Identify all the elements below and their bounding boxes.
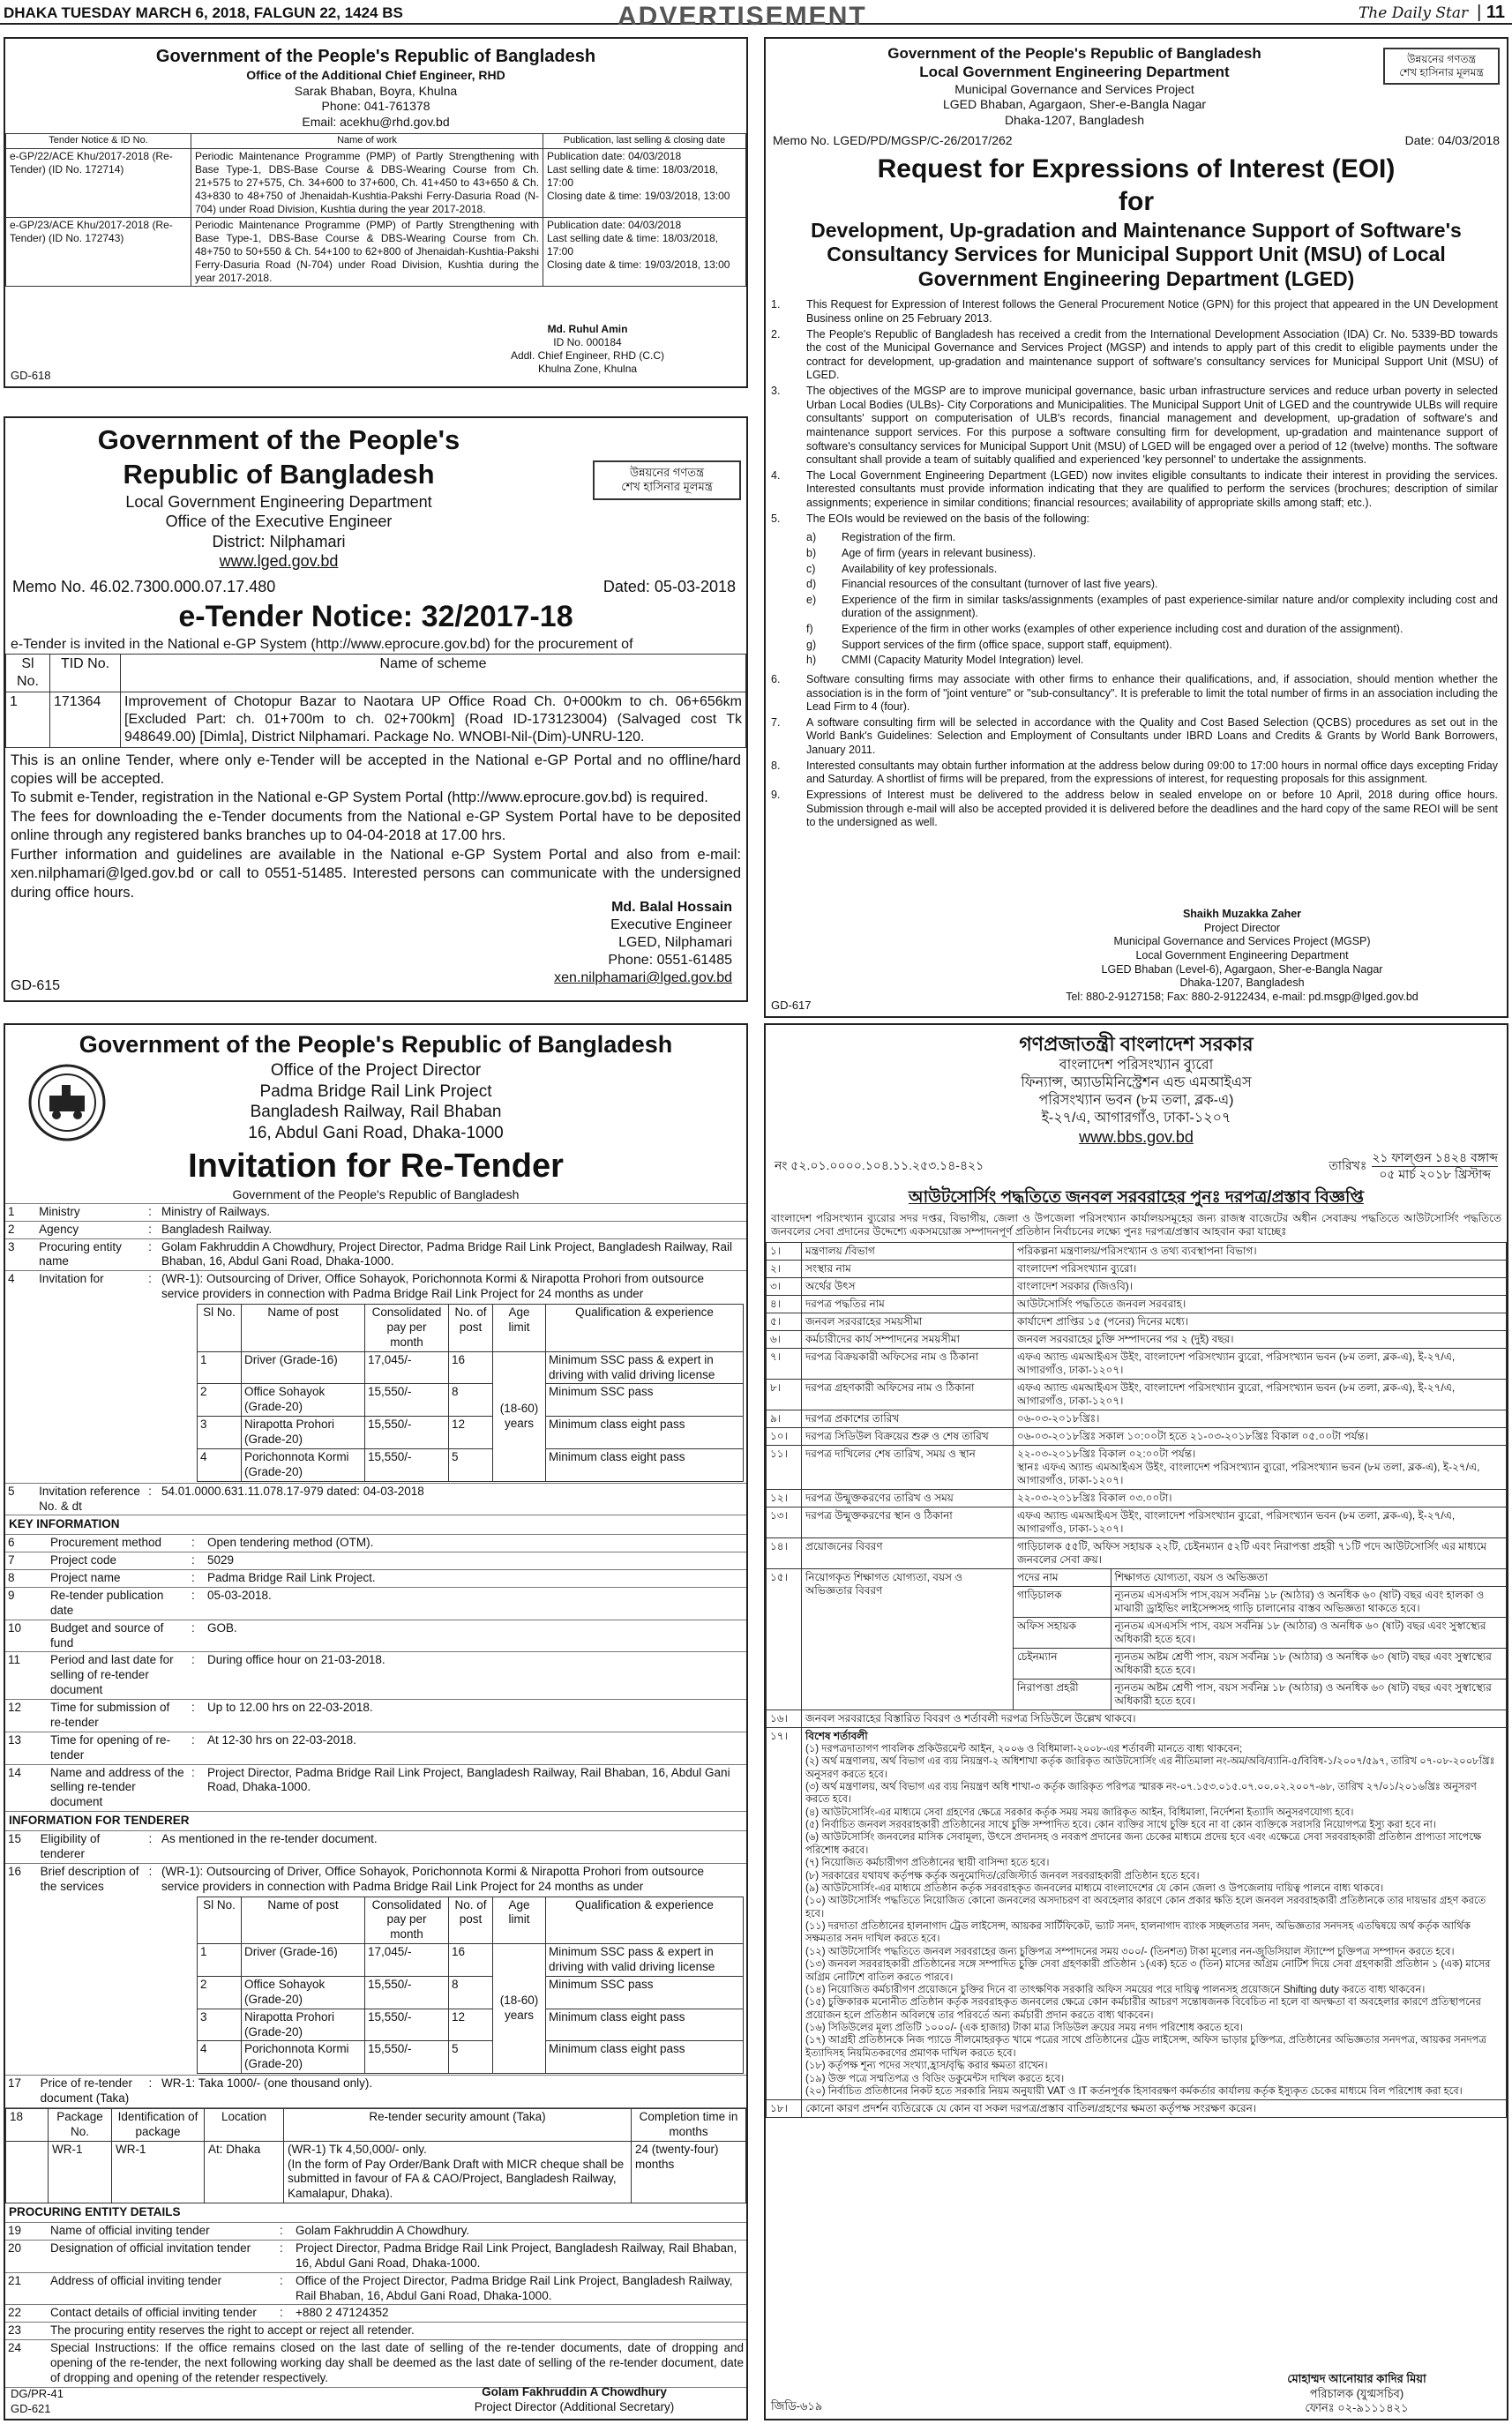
ad4-sig-name: Golam Fakhruddin A Chowdhury (482, 2385, 667, 2399)
ad2-sig-phone: Phone: 0551-61485 (608, 953, 732, 968)
ad-padma-rail-retender (4, 1023, 748, 2420)
table-row: ১৩। দরপত্র উন্মুক্তকরণের স্থান ও ঠিকানা এফএ অ্যান্ড এমআইএস উইং, বাংলাদেশ পরিসংখ্যান ব্যুরো, পরিসংখ্যান ভবন (৮ম তলা, ব্লক-এ), ই-২৭/এ, আগারগাঁও, ঢাকা-১২০৭। (767, 1507, 1507, 1537)
ad2-sig-name: Md. Balal Hossain (611, 900, 732, 915)
table-row (6, 692, 746, 747)
table-row: 16 Brief description of the services : (WR-1): Outsourcing of Driver, Office Sohayok, Porichonnota Kormi & Nirapotta Prohori from outsource service providers in connection with Padma Bridge Rail Link Project for 24 months as under Sl No. Name of post Consolidated pay per month No. of post Age limit Qualification & experience 1 Driver (Grade-16) 17,045/- 16 (18-60) years Minimum SSC pass & expert in driving with valid driving license 2 Office Sohayok (Grade-20) 15,550/- 8 Minimum SSC pass 3 Nirapotta Prohori (Grade-20) 15,550/- 12 Minimum class eight pass 4 Porichonnota Kormi (Grade-20) 15,550/- 5 Minimum class eight pass (5, 1863, 746, 2075)
ad4-age-limit: (18-60) years (493, 1351, 546, 1481)
list-item: (১) দরপত্রদাতাগণ পাবলিক প্রকিউরমেন্ট আইন, ২০০৬ ও বিধিমালা-২০০৮-এর শর্তাবলী মানতে বাধ্য থাকবেন; (805, 1743, 1243, 1754)
ad2-memo: Memo No. 46.02.7300.000.07.17.480 (12, 577, 276, 595)
ad2-code: GD-615 (11, 978, 61, 993)
ad2-th: Name of scheme (121, 654, 746, 692)
table-row: ৮। দরপত্র গ্রহণকারী অফিসের নাম ও ঠিকানা এফএ অ্যান্ড এমআইএস উইং, বাংলাদেশ পরিসংখ্যান ব্যুরো, পরিসংখ্যান ভবন (৮ম তলা, ব্লক-এ), ই-২৭/এ, আগারগাঁও, ঢাকা-১২০৭। (767, 1379, 1507, 1410)
list-item: 9. Expressions of Interest must be delivered to the address below in sealed envelope on or before 10 April, 2018 during office hours. Submission through e-mail will also be accepted provided it is delivered before the deadlines and the hard copy of the same REOI will be sent to the undersigned as well. (771, 788, 1498, 829)
table-row: 2 Office Sohayok (Grade-20) 15,550/- 8 Minimum SSC pass (198, 1384, 744, 1417)
list-item: 4. The Local Government Engineering Department (LGED) now invites eligible consultants to indicate their interest in providing the services. Interested consultants must provide information indicating that they are qualified to perform the services (brochures; description of similar assignments; experience in similar conditions; financial resources; availability of appropriate skills among staff; etc.). (771, 468, 1498, 510)
table-row: 3 Procuring entity name : Golam Fakhruddin A Chowdhury, Project Director, Padma Bridge Rail Link Project, Bangladesh Railway, Rail Bhaban, 16, Abdul Gani Road, Dhaka-1000. (5, 1238, 746, 1271)
ad3-memo: Memo No. LGED/PD/MGSP/C-26/2017/262 (773, 133, 1013, 147)
ad5-title: গণপ্রজাতন্ত্রী বাংলাদেশ সরকার (1019, 1033, 1254, 1055)
ad3-code: GD-617 (771, 998, 812, 1012)
table-row: ২। সংস্থার নাম বাংলাদেশ পরিসংখ্যান ব্যুরো। (767, 1260, 1507, 1277)
ad2-sig-office: LGED, Nilphamari (618, 935, 732, 950)
list-item: b) Age of firm (years in relevant business). (806, 546, 1037, 559)
ad-lged-nilphamari (4, 416, 748, 1002)
ad3-stamp-line: শেখ হাসিনার মূলমন্ত্র (1399, 66, 1484, 79)
ad1-sig-title: Addl. Chief Engineer, RHD (C.C) (510, 349, 665, 362)
ad2-para: The fees for downloading the e-Tender documents from the National e-GP System Portal have to be deposited online through any registered banks branches up to 04-04-2018 at 17.00 hrs. (11, 808, 741, 844)
ad5-code: জিডি-৬১৯ (771, 2398, 823, 2413)
ad5-l3: পরিসংখ্যান ভবন (৮ম তলা, ব্লক-এ) (1038, 1092, 1234, 1108)
list-item: h) CMMI (Capacity Maturity Model Integration) level. (806, 654, 1084, 667)
ad1-col-work: Name of work (191, 134, 543, 149)
ad5-date-bangla: ২১ ফাল্গুন ১৪২৪ বঙ্গাব্দ (1372, 1150, 1498, 1167)
list-item: 1. This Request for Expression of Interest follows the General Procurement Notice (GPN) for this project that appeared in the UN Development Business online on 25 February 2013. (771, 298, 1498, 325)
table-row: ১৮। কোনো কারণ প্রদর্শন ব্যতিরেকে যে কোন বা সকল দরপত্র/প্রস্তাব বাতিল/গ্রহণের ক্ষমতা কর্তৃপক্ষ সংরক্ষণ করেন। (767, 2100, 1507, 2118)
ad3-heading3: Development, Up-gradation and Maintenance Support of Software's Consultancy Services for Municipal Support Unit (MSU) of Local Government Engineering Department (LGED) (811, 218, 1462, 290)
newspaper-logo: The Daily Star (1358, 4, 1469, 22)
list-item: f) Experience of the firm in other works (examples of other experience including cost and duration of the assignment). (806, 623, 1403, 636)
ad5-qual-table: পদের নাম শিক্ষাগত যোগ্যতা, বয়স ও অভিজ্ঞতা গাড়িচালক ন্যূনতম এসএসসি পাস,বয়স সর্বনিম্ন ১৮ (আঠার) ও অনধিক ৬০ (ষাট) বছর এবং হালকা ও মাঝারী ড্রাইভিং লাইসেন্সসহ গাড়ি চালানোর বাস্তব অভিজ্ঞতা থাকতে হবে। অফিস সহায়ক ন্যূনতম এসএসসি পাস, বয়স সর্বনিম্ন ১৮ (আঠার) ও অনধিক ৬০ (ষাট) বছর এবং সুস্বাস্থ্যের অধিকারী হতে হবে। চেইনম্যান ন্যূনতম অষ্টম শ্রেণী পাস, বয়স সর্বনিম্ন ১৮ (আঠার) ও অনধিক ৬০ (ষাট) বছর এবং সুস্বাস্থ্যের অধিকারী হতে হবে। নিরাপত্তা প্রহরী ন্যূনতম অষ্টম শ্রেণী পাস, বয়স সর্বনিম্ন ১৮ (আঠার) ও অনধিক ৬০ (ষাট) বছর এবং সুস্বাস্থ্যের অধিকারী হতে হবে। (1014, 1569, 1506, 1710)
ad4-table-info (5, 1831, 746, 2108)
ad-rhd-khulna (4, 37, 748, 388)
ad2-sig-email[interactable]: xen.nilphamari@lged.gov.bd (554, 970, 732, 985)
list-item: d) Financial resources of the consultant (turnover of last five years). (806, 578, 1158, 591)
section-title: ADVERTISEMENT (618, 2, 867, 31)
table-row (6, 217, 746, 286)
table-row: 1 Driver (Grade-16) 17,045/- 16 (18-60) years Minimum SSC pass & expert in driving with valid driving license (198, 1351, 744, 1384)
ad1-title: Government of the People's Republic of Bangladesh (155, 47, 596, 66)
ad4-code1: DG/PR-41 (11, 2386, 64, 2400)
table-row: চেইনম্যান ন্যূনতম অষ্টম শ্রেণী পাস, বয়স সর্বনিম্ন ১৮ (আঠার) ও অনধিক ৬০ (ষাট) বছর এবং সুস্বাস্থ্যের অধিকারী হতে হবে। (1014, 1648, 1506, 1679)
ad5-web-link[interactable]: www.bbs.gov.bd (1079, 1127, 1194, 1146)
ad2-title1: Government of the People's (97, 424, 460, 455)
list-item: (১৯) উক্ত পত্রে সম্মতিপত্র ও বিডিং ডকুমেন্টস দাখিল করতে হবে। (805, 2073, 1065, 2084)
ad1-sig-id: ID No. 000184 (553, 336, 622, 348)
ad4-l4: 16, Abdul Gani Road, Dhaka-1000 (248, 1124, 504, 1142)
ad2-title2: Republic of Bangladesh (123, 458, 435, 490)
table-row: 6 Procurement method : Open tendering method (OTM). (5, 1535, 746, 1552)
list-item: (৬) আউটসোর্সিং জনবলের মাসিক সেবামূল্য, উৎসে প্রদানসহ ও নবরূপ প্রদানের জন্য চেকের মাধ্যমে প্রদেয় হবে এবং এক্ষেত্রে সেবা সরবরাহকারী প্রতিষ্ঠান প্রাপ্যতা সাপেক্ষে পরিশোধ করবে। (805, 1832, 1482, 1856)
ad2-notice-title: e-Tender Notice: 32/2017-18 (178, 600, 573, 633)
list-item: (১৭) আগ্রহী প্রতিষ্ঠানকে নিজ প্যাডে সীলমোহরকৃত খামে পত্রের সাথে প্রতিষ্ঠানের ট্রেড লাইসেন্স, অফিস ভাড়ার চুক্তিপত্র, প্রতিষ্ঠানের অভিজ্ঞতার সনদপত্র, আয়কর সনদপত্র ইত্যাদিসহ নিয়মিতকরণের প্রমাণক দাখিল করতে হবে। (805, 2035, 1486, 2059)
ad2-district: District: Nilphamari (212, 532, 346, 550)
ad1-sig-name: Md. Ruhul Amin (547, 323, 628, 335)
table-row: 3 Nirapotta Prohori (Grade-20) 15,550/- 12 Minimum class eight pass (198, 1417, 744, 1449)
ad4-security-table: 18 Package No. Identification of package Location Re-tender security amount (Taka) Completion time in months WR-1 WR-1 At: Dhaka (WR-1) Tk 4,50,000/- only. (In the form of Pay Order/Bank Draft with MICR cheque shall be submitted in favour of FA & CAO/Project, Bangladesh Railway, Kamalapur, Dhaka). 24 (twenty-four) months (5, 2108, 746, 2203)
ad2-para: Further information and guidelines are available in the National e-GP System Portal and also from e-mail: xen.nilphamari@lged.gov.bd or call to 0551-51485. Interested persons can communicate with the undersigned during office hours. (11, 846, 741, 901)
ad4-posts-table-2: Sl No. Name of post Consolidated pay per month No. of post Age limit Qualification & experience 1 Driver (Grade-16) 17,045/- 16 (18-60) years Minimum SSC pass & expert in driving with valid driving license 2 Office Sohayok (Grade-20) 15,550/- 8 Minimum SSC pass 3 Nirapotta Prohori (Grade-20) 15,550/- 12 Minimum class eight pass 4 Porichonnota Kormi (Grade-20) 15,550/- 5 Minimum class eight pass (197, 1897, 744, 2075)
ad3-project: Municipal Governance and Services Project (954, 81, 1194, 96)
ad3-signature (995, 908, 1489, 1004)
ad1-signature (482, 323, 693, 376)
table-row (6, 148, 746, 217)
table-row: 3 Nirapotta Prohori (Grade-20) 15,550/- 12 Minimum class eight pass (198, 2009, 744, 2041)
ad1-email: Email: acekhu@rhd.gov.bd (302, 114, 450, 129)
ad4-heading: Invitation for Re-Tender (188, 1147, 564, 1185)
ad4-section-key: KEY INFORMATION (5, 1515, 746, 1535)
list-item: (১৪) নিয়োজিত কর্মচারীগণ প্রয়োজনে চুক্তির দিনে বা তাৎক্ষণিক সরকারি অফিস সময়ের পরে দায়িত্ব পালনসহ প্রয়োজনে Shifting duty করতে বাধ্য থাকবেন। (805, 1984, 1426, 1995)
ad2-office: Office of the Executive Engineer (165, 512, 393, 530)
ad3-sig-line: Municipal Governance and Services Project (MGSP) (1113, 935, 1371, 948)
ad2-para: This is an online Tender, where only e-Tender will be accepted in the National e-GP Portal and no offline/hard copies will be accepted. (11, 752, 741, 787)
ad3-dept: Local Government Engineering Department (919, 64, 1230, 81)
table-row: 14 Name and address of the selling re-tender document : Project Director, Padma Bridge Rail Link Project, Bangladesh Railway, Rail Bhaban, 16, Abdul Gani Road, Dhaka-1000. (5, 1764, 746, 1812)
table-row: ১৬। জনবল সরবরাহের বিস্তারিত বিবরণ ও শর্তাবলী দরপত্র সিডিউলে উল্লেখ থাকবে। (767, 1710, 1507, 1727)
list-item: (৩) অর্থ মন্ত্রণালয়, অর্থ বিভাগ এর ব্যয় নিয়ন্ত্রণ অধি শাখা-৩ কর্তৃক জারিকৃত পরিপত্র স্মারক নং-০৭.১৫৩.০১৫.০৭.০০.০২.২০০৭-৬৮, তারিখ ২৭/০১/২০১৬খ্রিঃ অনুসরণ করতে হবে। (805, 1781, 1477, 1806)
table-row: 17 Price of re-tender document (Taka) : WR-1: Taka 1000/- (one thousand only). (5, 2076, 746, 2108)
ad4-signature (429, 2385, 720, 2415)
ad4-table-c (5, 2223, 746, 2388)
list-item: (১৮) কর্তৃপক্ষ শূন্য পদের সংখ্যা,হ্রাস/বৃদ্ধি করার ক্ষমতা রাখেন। (805, 2061, 1048, 2072)
ad2-cell: 1 (6, 692, 50, 747)
table-row: 22 Contact details of official inviting tender : +880 2 47124352 (5, 2305, 746, 2323)
ad5-conditions-label: বিশেষ শর্তাবলী (805, 1729, 868, 1742)
ad1-cell: e-GP/22/ACE Khu/2017-2018 (Re-Tender) (ID No. 172714) (6, 148, 191, 217)
ad1-cell: Publication date: 04/03/2018 Last selling date & time: 18/03/2018, 17:00 Closing date & time: 19/03/2018, 13:00 (543, 217, 746, 286)
ad5-l4: ই-২৭/এ, আগারগাঁও, ঢাকা-১২০৭ (1041, 1110, 1231, 1126)
table-row: 4 Porichonnota Kormi (Grade-20) 15,550/- 5 Minimum class eight pass (198, 1448, 744, 1481)
ad2-para: To submit e-Tender, registration in the National e-GP System Portal (http://www.eprocure.gov.bd) is required. (11, 789, 708, 806)
list-item: (২০) নির্বাচিত প্রতিষ্ঠানের নিকট হতে সরকারি নিয়ম অনুযায়ী VAT ও IT কর্তনপূর্বক হিসাবরক্ষণ কর্মকর্তার কার্যালয় কর্তৃক ইস্যুকৃত চেকের মাধ্যমে বিল পরিশোধ করা হবে। (805, 2085, 1463, 2097)
table-row: 21 Address of official inviting tender : Office of the Project Director, Padma Bridge Rail Link Project, Bangladesh Railway, Rail Bhaban, 16, Abdul Gani Road, Dhaka-1000. (5, 2272, 746, 2305)
ad2-slogan-stamp (593, 460, 741, 500)
table-row: 15 Eligibility of tenderer : As mentioned in the re-tender document. (5, 1831, 746, 1863)
list-item: g) Support services of the firm (office space, support staff, equipment). (806, 638, 1172, 651)
ad1-code: GD-618 (11, 368, 51, 382)
table-row: 10 Budget and source of fund : GOB. (5, 1620, 746, 1652)
ad4-invitation-text: (WR-1): Outsourcing of Driver, Office Sohayok, Porichonnota Kormi & Nirapotta Prohori from outsource service providers in connection with Padma Bridge Rail Link Project for 24 months as under (161, 1272, 704, 1301)
ad5-sig-name: মোহাম্মদ আনোয়ার কাদির মিয়া (1287, 2372, 1426, 2386)
table-row: ১৭। বিশেষ শর্তাবলী (১) দরপত্রদাতাগণ পাবলিক প্রকিউরমেন্ট আইন, ২০০৬ ও বিধিমালা-২০০৮-এর শর্তাবলী মানতে বাধ্য থাকবেন; (২) অর্থ মন্ত্রণালয়, অর্থ বিভাগ এর ব্যয় নিয়ন্ত্রণ-২ অধিশাখা কর্তৃক জারিকৃত আউটসোর্সিং এর নীতিমালা নং-অম/অবি/ব্যানি-৫/বিবিধ-১/২০০৭/৫৯৭, তারিখ ০৭-০৮-২০০৮খ্রিঃ অনুসরণ করতে হবে। (৩) অর্থ মন্ত্রণালয়, অর্থ বিভাগ এর ব্যয় নিয়ন্ত্রণ অধি শাখা-৩ কর্তৃক জারিকৃত পরিপত্র স্মারক নং-০৭.১৫৩.০১৫.০৭.০০.০২.২০০৭-৬৮, তারিখ ২৭/০১/২০১৬খ্রিঃ অনুসরণ করতে হবে। (৪) আউটসোর্সিং-এর মাধ্যমে সেবা গ্রহণের ক্ষেত্রে সরকার কর্তৃক সময় সময় জারিকৃত আইন, বিধিমালা, নির্দেশনা ইত্যাদি অনুসরণযোগ্য হবে। (৫) নির্বাচিত জনবল সরবরাহকারী প্রতিষ্ঠানের সাথে চুক্তি সম্পাদিত হবে। কোন ব্যক্তির সাথে চুক্তি হবে না বা কোন ব্যক্তিকে সরাসরি নিয়োগপত্র ইস্যু করা হবে না। (৬) আউটসোর্সিং জনবলের মাসিক সেবামূল্য, উৎসে প্রদানসহ ও নবরূপ প্রদানের জন্য চেকের মাধ্যমে প্রদেয় হবে এবং এক্ষেত্রে সেবা সরবরাহকারী প্রতিষ্ঠান প্রাপ্যতা সাপেক্ষে পরিশোধ করবে। (৭) নিয়োজিত কর্মচারীগণ প্রতিষ্ঠানের স্থায়ী বাসিন্দা হতে হবে। (৮) সরকারের যথাযথ কর্তৃপক্ষ কর্তৃক অনুমোদিত/রেজিস্টার্ড জনবল সরবরাহকারী প্রতিষ্ঠান হতে হবে। (৯) আউটসোর্সিং-এর মাধ্যমে প্রতিষ্ঠান কর্তৃক সরবরাহকৃত জনবলের মাধ্যমে বাংলাদেশের যে কোন জেলা ও উপজেলায় দায়িত্ব পালনে বাধ্য থাকবে। (১০) আউটসোর্সিং পদ্ধতিতে নিয়োজিত কোনো জনবলের অসদাচরণ বা অবহেলার কারণে কোন প্রকার ক্ষতি হলে জনবল সরবরাহকারী প্রতিষ্ঠানকে তার দায়ভার গ্রহণ করতে হবে। (১১) দরদাতা প্রতিষ্ঠানের হালনাগাদ ট্রেড লাইসেন্স, আয়কর সার্টিফিকেট, ভ্যাট সনদ, হালনাগাদ ব্যাংক সচ্ছলতার সনদ, অভিজ্ঞতার সনদসহ এতদ্বিষয়ে অর্থ কর্তৃক আর্থিক সক্ষমতার সনদ দাখিল করতে হবে। (১২) আউটসোর্সিং পদ্ধতিতে জনবল সরবরাহের জন্য চুক্তিপত্র সম্পাদনের সময় ৩০০/- (তিনশত) টাকা মূল্যের নন-জুডিসিয়াল স্ট্যাম্পে চুক্তিপত্র সম্পাদন করতে হবে। (১৩) জনবল সরবরাহকারী প্রতিষ্ঠানের সঙ্গে সম্পাদিত চুক্তি সেবা গ্রহণকারী প্রতিষ্ঠান ১(এক) হতে ৩ (তিন) মাসের অগ্রিম নোটিশ দিয়ে সেবা গ্রহণকারী প্রতিষ্ঠান ১ (এক) মাসের অগ্রিম নোটিশে বাতিল করতে পারবে। (১৪) নিয়োজিত কর্মচারীগণ প্রয়োজনে চুক্তির দিনে বা তাৎক্ষণিক সরকারি অফিস সময়ের পরে দায়িত্ব পালনসহ প্রয়োজনে Shifting duty করতে বাধ্য থাকবেন। (১৫) চুক্তিকারক মনোনীত প্রতিষ্ঠান কর্তৃক সরবরাহকৃত জনবলের ক্ষেত্রে কোন কর্মচারীর আচরণ সন্তোষজনক বিবেচিত না হলে বা অদক্ষতা বা অবহেলার কারণে প্রতিস্থাপনের প্রয়োজন হলে প্রতিষ্ঠান অবিলম্বে তার পরিবর্তে অন্য কর্মচারী প্রদান করতে বাধ্য থাকবেন। (১৬) সিডিউলের মূল্য প্রতিটি ১০০০/- (এক হাজার) টাকা মাত্র সিডিউল ক্রয়ের সময় নগদ পরিশোধ করতে হবে। (১৭) আগ্রহী প্রতিষ্ঠানকে নিজ প্যাডে সীলমোহরকৃত খামে পত্রের সাথে প্রতিষ্ঠানের ট্রেড লাইসেন্স, অফিস ভাড়ার চুক্তিপত্র, প্রতিষ্ঠানের অভিজ্ঞতার সনদপত্র, আয়কর সনদপত্র ইত্যাদিসহ নিয়মিতকরণের প্রমাণক দাখিল করতে হবে। (১৮) কর্তৃপক্ষ শূন্য পদের সংখ্যা,হ্রাস/বৃদ্ধি করার ক্ষমতা রাখেন। (১৯) উক্ত পত্রে সম্মতিপত্র ও বিডিং ডকুমেন্টস দাখিল করতে হবে। (২০) নির্বাচিত প্রতিষ্ঠানের নিকট হতে সরকারি নিয়ম অনুযায়ী VAT ও IT কর্তনপূর্বক হিসাবরক্ষণ কর্মকর্তার কার্যালয় কর্তৃক ইস্যুকৃত চেকের মাধ্যমে বিল পরিশোধ করা হবে। (767, 1727, 1507, 2100)
table-row: ১২। দরপত্র উন্মুক্তকরণের তারিখ ও সময় ২২-০৩-২০১৮খ্রিঃ বিকাল ০৩.০০টা। (767, 1489, 1507, 1507)
table-row: ৭। দরপত্র বিক্রয়কারী অফিসের নাম ও ঠিকানা এফএ অ্যান্ড এমআইএস উইং, বাংলাদেশ পরিসংখ্যান ব্যুরো, পরিসংখ্যান ভবন (৮ম তলা, ব্লক-এ), ই-২৭/এ, আগারগাঁও, ঢাকা-১২০৭। (767, 1348, 1507, 1379)
ad4-code2: GD-621 (11, 2401, 51, 2415)
list-item: (১৬) সিডিউলের মূল্য প্রতিটি ১০০০/- (এক হাজার) টাকা মাত্র সিডিউল ক্রয়ের সময় নগদ পরিশোধ করতে হবে। (805, 2023, 1243, 2033)
table-row: নিরাপত্তা প্রহরী ন্যূনতম অষ্টম শ্রেণী পাস, বয়স সর্বনিম্ন ১৮ (আঠার) ও অনধিক ৬০ (ষাট) বছর এবং সুস্বাস্থ্যের অধিকারী হতে হবে। (1014, 1679, 1506, 1710)
ad2-cell: 171364 (50, 692, 121, 747)
ad5-conditions (805, 1743, 1502, 2099)
list-item: 5. The EOIs would be reviewed on the basis of the following: (771, 512, 1090, 525)
table-row: 5 Invitation reference No. & dt : 54.01.0000.631.11.078.17-979 dated: 04-03-2018 (5, 1483, 746, 1515)
ad1-cell: Periodic Maintenance Programme (PMP) of Partly Strengthening with Base Type-1, DBS-Base Course & DBS-Wearing Course from Ch. 21+575 to 27+575, Ch. 34+600 to 37+600, Ch. 41+450 to 43+650 & Ch. 43+830 to 48+750 of Jhenaidah-Kushtia-Pakshi Ferry-Dasuria Road (N-704) under Road Division, Kushtia during the year 2017-2018. (191, 148, 543, 217)
list-item: (৪) আউটসোর্সিং-এর মাধ্যমে সেবা গ্রহণের ক্ষেত্রে সরকার কর্তৃক সময় সময় জারিকৃত আইন, বিধিমালা, নির্দেশনা ইত্যাদি অনুসরণযোগ্য হবে। (805, 1807, 1354, 1818)
ad1-col-dates: Publication, last selling & closing date (543, 134, 746, 149)
table-row: 12 Time for submission of re-tender : Up to 12.00 hrs on 22-03-2018. (5, 1700, 746, 1732)
table-row: ৩। অর্থের উৎস বাংলাদেশ সরকার (জিওবি)। (767, 1277, 1507, 1295)
ad3-title: Government of the People's Republic of Bangladesh (887, 45, 1261, 62)
list-item: (১৩) জনবল সরবরাহকারী প্রতিষ্ঠানের সঙ্গে সম্পাদিত চুক্তি সেবা গ্রহণকারী প্রতিষ্ঠান ১(এক) হতে ৩ (তিন) মাসের অগ্রিম নোটিশ দিয়ে সেবা গ্রহণকারী প্রতিষ্ঠান ১ (এক) মাসের অগ্রিম নোটিশে বাতিল করতে পারবে। (805, 1959, 1491, 1983)
page-number: 11 (1486, 3, 1505, 22)
table-row: 2 Agency : Bangladesh Railway. (5, 1221, 746, 1238)
ad3-heading2: for (1119, 187, 1154, 216)
ad5-table (766, 1242, 1507, 2119)
ad5-l1: বাংলাদেশ পরিসংখ্যান ব্যুরো (1059, 1057, 1214, 1073)
table-row: ১৫। নিয়োগকৃত শিক্ষাগত যোগ্যতা, বয়স ও অভিজ্ঞতার বিবরণ পদের নাম শিক্ষাগত যোগ্যতা, বয়স ও অভিজ্ঞতা গাড়িচালক ন্যূনতম এসএসসি পাস,বয়স সর্বনিম্ন ১৮ (আঠার) ও অনধিক ৬০ (ষাট) বছর এবং হালকা ও মাঝারী ড্রাইভিং লাইসেন্সসহ গাড়ি চালানোর বাস্তব অভিজ্ঞতা থাকতে হবে। অফিস সহায়ক ন্যূনতম এসএসসি পাস, বয়স সর্বনিম্ন ১৮ (আঠার) ও অনধিক ৬০ (ষাট) বছর এবং সুস্বাস্থ্যের অধিকারী হতে হবে। চেইনম্যান ন্যূনতম অষ্টম শ্রেণী পাস, বয়স সর্বনিম্ন ১৮ (আঠার) ও অনধিক ৬০ (ষাট) বছর এবং সুস্বাস্থ্যের অধিকারী হতে হবে। নিরাপত্তা প্রহরী ন্যূনতম অষ্টম শ্রেণী পাস, বয়স সর্বনিম্ন ১৮ (আঠার) ও অনধিক ৬০ (ষাট) বছর এবং সুস্বাস্থ্যের অধিকারী হতে হবে। (767, 1568, 1507, 1710)
ad3-date: Date: 04/03/2018 (1404, 133, 1500, 147)
ad3-stamp-line: উন্নয়নের গণতন্ত্র (1407, 53, 1476, 65)
page-header (0, 0, 1512, 31)
ad5-sig-title: পরিচালক (যুগ্মসচিব) (1309, 2386, 1404, 2400)
ad3-sig-line: Dhaka-1207, Bangladesh (1179, 976, 1305, 990)
ad3-sig-title: Project Director (1203, 921, 1281, 934)
ad2-sig-title: Executive Engineer (610, 917, 732, 932)
table-row: ১৪। প্রয়োজনের বিবরণ গাড়িচালক ৫৫টি, অফিস সহায়ক ২২টি, চেইনম্যান ৫২টি এবং নিরাপত্তা প্রহরী ৭১টি পদে আউটসোর্সিং এর মাধ্যমে জনবলের সেবা ক্রয়। (767, 1537, 1507, 1568)
table-row: ৫। জনবল সরবরাহের সময়সীমা কার্যাদেশ প্রাপ্তির ১৫ (পনের) দিনের মধ্যে। (767, 1313, 1507, 1330)
ad2-th: Sl No. (6, 654, 50, 692)
list-item: e) Experience of the firm in similar tasks/assignments (examples of past experience-similar nature and/or complexity including cost and duration of the assignment). (806, 593, 1498, 620)
ad3-sig-line: LGED Bhaban (Level-6), Agargaon, Sher-e-Bangla Nagar (1101, 962, 1383, 976)
ad2-stamp-line: উন্নয়নের গণতন্ত্র (629, 466, 705, 479)
ad1-cell: e-GP/23/ACE Khu/2017-2018 (Re-Tender) (ID No. 172743) (6, 217, 191, 286)
table-row: WR-1 WR-1 At: Dhaka (WR-1) Tk 4,50,000/- only. (In the form of Pay Order/Bank Draft with MICR cheque shall be submitted in favour of FA & CAO/Project, Bangladesh Railway, Kamalapur, Dhaka). 24 (twenty-four) months (6, 2141, 746, 2203)
ad4-section-proc: PROCURING ENTITY DETAILS (5, 2203, 746, 2223)
ad1-phone: Phone: 041-761378 (321, 99, 430, 113)
list-item: (১১) দরদাতা প্রতিষ্ঠানের হালনাগাদ ট্রেড লাইসেন্স, আয়কর সার্টিফিকেট, ভ্যাট সনদ, হালনাগাদ ব্যাংক সচ্ছলতার সনদ, অভিজ্ঞতার সনদসহ এতদ্বিষয়ে অর্থ কর্তৃক আর্থিক সক্ষমতার সনদ দাখিল করতে হবে। (805, 1921, 1471, 1945)
list-item: (১২) আউটসোর্সিং পদ্ধতিতে জনবল সরবরাহের জন্য চুক্তিপত্র সম্পাদনের সময় ৩০০/- (তিনশত) টাকা মূল্যের নন-জুডিসিয়াল স্ট্যাম্পে চুক্তিপত্র সম্পাদন করতে হবে। (805, 1946, 1455, 1957)
ad5-l2: ফিন্যান্স, অ্যাডমিনিস্ট্রেশন এন্ড এমআইএস (1021, 1074, 1252, 1090)
ad5-memo: নং ৫২.০১.০০০০.১০৪.১১.২৫৩.১৪-৪২১ (775, 1158, 984, 1173)
ad3-heading1: Request for Expressions of Interest (EOI) (877, 153, 1396, 183)
list-item: 8. Interested consultants may obtain further information at the address below during 09:00 to 17:00 hours in normal office days excepting Friday and Saturday. A shortlist of firms will be prepared, from the expressions of interest, for requesting proposals for this assignment. (771, 759, 1498, 786)
ad5-sig-phone: ফোনঃ ০২-৯১১১৪২১ (1305, 2400, 1409, 2414)
table-row: ১। মন্ত্রণালয় /বিভাগ পরিকল্পনা মন্ত্রণালয়/পরিসংখ্যান ও তথ্য ব্যবস্থাপনা বিভাগ। (767, 1242, 1507, 1260)
table-row: 19 Name of official inviting tender : Golam Fakhruddin A Chowdhury. (5, 2223, 746, 2240)
ad1-cell: Publication date: 04/03/2018 Last selling date & time: 18/03/2018, 17:00 Closing date & time: 19/03/2018, 13:00 (543, 148, 746, 217)
list-item: (৫) নির্বাচিত জনবল সরবরাহকারী প্রতিষ্ঠানের সাথে চুক্তি সম্পাদিত হবে। কোন ব্যক্তির সাথে চুক্তি হবে না বা কোন ব্যক্তিকে সরাসরি নিয়োগপত্র ইস্যু করা হবে না। (805, 1820, 1436, 1830)
table-row: 11 Period and last date for selling of re-tender document : During office hour on 21-03-2018. (5, 1652, 746, 1700)
ad1-sig-place: Khulna Zone, Khulna (537, 363, 638, 375)
table-row: 24 Special Instructions: If the office remains closed on the last date of selling of the re-tender documents, date of dropping and opening of the re-tender, the next following working day shall be deemed as the last date of selling of the re-tender document, date of dropping and opening of the retender respectively. (5, 2340, 746, 2388)
table-row: 4 Porichonnota Kormi (Grade-20) 15,550/- 5 Minimum class eight pass (198, 2041, 744, 2074)
list-item: a) Registration of the firm. (806, 531, 956, 544)
table-row: গাড়িচালক ন্যূনতম এসএসসি পাস,বয়স সর্বনিম্ন ১৮ (আঠার) ও অনধিক ৬০ (ষাট) বছর এবং হালকা ও মাঝারী ড্রাইভিং লাইসেন্সসহ গাড়ি চালানোর বাস্তব অভিজ্ঞতা থাকতে হবে। (1014, 1586, 1506, 1617)
table-row: 8 Project name : Padma Bridge Rail Link Project. (5, 1570, 746, 1588)
list-item: (৭) নিয়োজিত কর্মচারীগণ প্রতিষ্ঠানের স্থায়ী বাসিন্দা হতে হবে। (805, 1858, 1050, 1869)
ad3-sig-line: Tel: 880-2-9127158; Fax: 880-2-9122434, e-mail: pd.msgp@lged.gov.bd (1066, 990, 1418, 1003)
ad3-sig-line: Local Government Engineering Department (1135, 948, 1349, 961)
list-item: 2. The People's Republic of Bangladesh has received a credit from the International Development Association (IDA) Cr. No. 5339-BD towards the cost of the Municipal Governance and Services Project (MGSP) and intends to apply part of this credit to eligible payments under the contract for development, up-gradation and maintenance support of software's consultancy services for Municipal Support Unit (MSU) of LGED. (771, 327, 1498, 382)
table-row: ৯। দরপত্র প্রকাশের তারিখ ০৬-০৩-২০১৮খ্রিঃ। (767, 1410, 1507, 1427)
list-item: (৯) আউটসোর্সিং-এর মাধ্যমে প্রতিষ্ঠান কর্তৃক সরবরাহকৃত জনবলের মাধ্যমে বাংলাদেশের যে কোন জেলা ও উপজেলায় দায়িত্ব পালনে বাধ্য থাকবে। (805, 1882, 1384, 1894)
ad4-l3: Bangladesh Railway, Rail Bhaban (250, 1103, 502, 1122)
list-item: 7. A software consulting firm will be selected in accordance with the Quality and Cost Based Selection (QCBS) procedures as set out in the World Bank's Guidelines: Selection and Employment of Consultants under IBRD Loans and Credits & Grants by World Bank Borrowers, January 2011. (771, 715, 1498, 757)
table-row: 9 Re-tender publication date : 05-03-2018. (5, 1587, 746, 1620)
ad4-title: Government of the People's Republic of Bangladesh (79, 1031, 673, 1058)
ad2-web-link[interactable]: www.lged.gov.bd (219, 552, 339, 570)
ad5-signature (1224, 2372, 1489, 2415)
ad4-subhead: Government of the People's Republic of Bangladesh (5, 1187, 746, 1204)
table-row: ৪। দরপত্র পদ্ধতির নাম আউটসোর্সিং পদ্ধতিতে জনবল সরবরাহ। (767, 1295, 1507, 1313)
ad5-heading: আউটসোর্সিং পদ্ধতিতে জনবল সরবরাহের পুনঃ দরপত্র/প্রস্তাব বিজ্ঞপ্তি (908, 1188, 1365, 1207)
dateline: DHAKA TUESDAY MARCH 6, 2018, FALGUN 22, 1424 BS (4, 4, 403, 21)
ad1-table (5, 133, 746, 287)
table-row: অফিস সহায়ক ন্যূনতম এসএসসি পাস, বয়স সর্বনিম্ন ১৮ (আঠার) ও অনধিক ৬০ (ষাট) বছর এবং সুস্বাস্থ্যের অধিকারী হতে হবে। (1014, 1617, 1506, 1648)
ad4-sig-title: Project Director (Additional Secretary) (474, 2400, 675, 2414)
table-row: 20 Designation of official invitation tender : Project Director, Padma Bridge Rail Link Project, Bangladesh Railway, Rail Bhaban, 16, Abdul Gani Road, Dhaka-1000. (5, 2240, 746, 2272)
ad4-l2: Padma Bridge Rail Link Project (259, 1081, 492, 1101)
ad4-posts-table: Sl No. Name of post Consolidated pay per month No. of post Age limit Qualification & experience 1 Driver (Grade-16) 17,045/- 16 (18-60) years Minimum SSC pass & expert in driving with valid driving license 2 Office Sohayok (Grade-20) 15,550/- 8 Minimum SSC pass 3 Nirapotta Prohori (Grade-20) 15,550/- 12 Minimum class eight pass 4 Porichonnota Kormi (Grade-20) 15,550/- 5 Minimum class eight pass (197, 1304, 744, 1482)
table-row: 2 Office Sohayok (Grade-20) 15,550/- 8 Minimum SSC pass (198, 1976, 744, 2009)
ad1-col-tender: Tender Notice & ID No. (6, 134, 191, 149)
ad1-office: Office of the Additional Chief Engineer, RHD (246, 68, 505, 82)
list-item: c) Availability of key professionals. (806, 562, 998, 575)
table-row: 1 Ministry : Ministry of Railways. (5, 1204, 746, 1221)
ad4-section-info: INFORMATION FOR TENDERER (5, 1812, 746, 1831)
ad3-sig-name: Shaikh Muzakka Zaher (1182, 908, 1302, 920)
ad2-intro: e-Tender is invited in the National e-GP System (http://www.eprocure.gov.bd) for the procurement of (11, 636, 633, 652)
masthead: The Daily Star | 11 (1358, 3, 1505, 22)
ad4-services-text: (WR-1): Outsourcing of Driver, Office Sohayok, Porichonnota Kormi & Nirapotta Prohori from outsource service providers in connection with Padma Bridge Rail Link Project for 24 months as under (161, 1864, 704, 1893)
ad3-address2: Dhaka-1207, Bangladesh (1004, 112, 1144, 127)
ad3-items (766, 291, 1507, 830)
ad3-subitems (771, 531, 1498, 668)
ad4-l1: Office of the Project Director (270, 1060, 482, 1080)
ad3-address1: LGED Bhaban, Agargaon, Sher-e-Bangla Nagar (942, 97, 1207, 111)
ad3-slogan-stamp (1383, 48, 1500, 85)
ad2-table (5, 654, 746, 748)
ad-lged-eoi (764, 37, 1508, 1018)
list-item: (৮) সরকারের যথাযথ কর্তৃপক্ষ কর্তৃক অনুমোদিত/রেজিস্টার্ড জনবল সরবরাহকারী প্রতিষ্ঠান হতে হবে। (805, 1870, 1200, 1882)
ad2-dated: Dated: 05-03-2018 (603, 577, 736, 595)
list-item: 3. The objectives of the MGSP are to improve municipal governance, basic urban infrastructure services and reduce urban poverty in selected Urban Local Bodies (ULBs)- City Corporations and Municipalities. The Municipal Support Unit of LGED and the countrywide ULBs will require consultants' support on computerisation of ULB's records, financial management and development, up-gradation of software's and maintenance support services. For this purpose a software consulting firm for development, up-gradation and maintenance support of software's consultancy services for Municipal Support Unit (MSU) of LGED will be engaged over a period of 12 (twelve) months. The software consultant shall provide a team of suitably qualified and experienced 'key personnel' to undertake the assignments. (771, 385, 1498, 467)
ad2-stamp-line: শেখ হাসিনার মূলমন্ত্র (621, 480, 713, 494)
ad2-th: TID No. (50, 654, 121, 692)
list-item: (১৫) চুক্তিকারক মনোনীত প্রতিষ্ঠান কর্তৃক সরবরাহকৃত জনবলের ক্ষেত্রে কোন কর্মচারীর আচরণ সন্তোষজনক বিবেচিত না হলে বা অদক্ষতা বা অবহেলার কারণে প্রতিস্থাপনের প্রয়োজন হলে প্রতিষ্ঠান অবিলম্বে তার পরিবর্তে অন্য কর্মচারী প্রদান করতে বাধ্য থাকবেন। (805, 1997, 1481, 2021)
ad5-intro: বাংলাদেশ পরিসংখ্যান ব্যুরোর সদর দপ্তর, বিভাগীয়, জেলা ও উপজেলা পরিসংখ্যান কার্যালয়সমূহের জন্য রাজস্ব বাজেটের অধীন সেবাক্রয় পদ্ধতিতে আউটসোর্সিং পদ্ধতিতে জনবলের সেবা প্রদানের উদ্দেশ্যে একসময়োজ্ঞ সম্পাদনপূর্ণ প্রতিষ্ঠান নির্বাচনের লক্ষ্যে পুনঃ দরপত্র/প্রস্তাব আহবান করা যাচ্ছেঃ (771, 1211, 1501, 1238)
ad5-date-gregorian: ০৫ মার্চ ২০১৮ খ্রিস্টাব্দ (1379, 1166, 1491, 1181)
ad1-address: Sarak Bhaban, Boyra, Khulna (294, 83, 458, 98)
ad4-table-a (5, 1204, 746, 1516)
table-row: 7 Project code : 5029 (5, 1552, 746, 1570)
table-row: ৬। কর্মচারীদের কার্য সম্পাদনের সময়সীমা জনবল সরবরাহের চুক্তি সম্পাদনের পর ২ (দুই) বছর। (767, 1330, 1507, 1348)
ad2-signature (554, 899, 732, 987)
ad4-table-b (5, 1535, 746, 1812)
list-item: 6. Software consulting firms may associate with other firms to enhance their qualifications, and, if association, should mention whether the association is in the form of "joint venture" or "sub-consultancy". It is preferable to limit the total number of firms in an association including the Lead Firm to 4 (four). (771, 672, 1498, 714)
ad2-cell: Improvement of Chotopur Bazar to Naotara UP Office Road Ch. 0+000km to ch. 06+656km [Excluded Part: ch. 01+700m to ch. 02+700km] (Road ID-173123004) (Salvaged cost Tk 948649.00) [Dimla], District Nilphamari. Package No. WNOBI-Nil-(Dim)-UNRU-120. (121, 692, 746, 747)
railway-emblem-icon (26, 1060, 108, 1145)
list-item: (২) অর্থ মন্ত্রণালয়, অর্থ বিভাগ এর ব্যয় নিয়ন্ত্রণ-২ অধিশাখা কর্তৃক জারিকৃত আউটসোর্সিং এর নীতিমালা নং-অম/অবি/ব্যানি-৫/বিবিধ-১/২০০৭/৫৯৭, তারিখ ০৭-০৮-২০০৮খ্রিঃ অনুসরণ করতে হবে। (805, 1756, 1495, 1780)
ad1-cell: Periodic Maintenance Programme (PMP) of Partly Strengthening with Base Type-1, DBS-Base Course & DBS-Wearing Course from Ch. 48+750 to 50+550 & Ch. 54+100 to 62+800 of Jhenaidah-Kushtia-Pakshi Ferry-Dasuria Road (N-704) under Road Division, Kushtia during the year 2017-2018. (191, 217, 543, 286)
ad5-date-label: তারিখঃ (1329, 1158, 1367, 1173)
table-row: 23 The procuring entity reserves the right to accept or reject all retender. (5, 2323, 746, 2340)
ad2-body (5, 748, 746, 903)
ad-bbs-outsourcing (764, 1023, 1508, 2420)
ad2-dept: Local Government Engineering Department (125, 492, 432, 511)
table-row: 4 Invitation for : (WR-1): Outsourcing of Driver, Office Sohayok, Porichonnota Kormi & Nirapotta Prohori from outsource service providers in connection with Padma Bridge Rail Link Project for 24 months as under Sl No. Name of post Consolidated pay per month No. of post Age limit Qualification & experience 1 Driver (Grade-16) 17,045/- 16 (18-60) years Minimum SSC pass & expert in driving with valid driving license 2 Office Sohayok (Grade-20) 15,550/- 8 Minimum SSC pass 3 Nirapotta Prohori (Grade-20) 15,550/- 12 Minimum class eight pass 4 Porichonnota Kormi (Grade-20) 15,550/- 5 Minimum class eight pass (5, 1271, 746, 1483)
table-row: 13 Time for opening of re-tender : At 12-30 hrs on 22-03-2018. (5, 1732, 746, 1764)
table-row: 1 Driver (Grade-16) 17,045/- 16 (18-60) years Minimum SSC pass & expert in driving with valid driving license (198, 1944, 744, 1977)
table-row: ১০। দরপত্র সিডিউল বিক্রয়ের শুরু ও শেষ তারিখ ০৬-০৩-২০১৮খ্রিঃ সকাল ১০:০০টা হতে ২১-০৩-২০১৮খ্রিঃ বিকাল ০৫.০০টা পর্যন্ত। (767, 1427, 1507, 1445)
table-row: ১১। দরপত্র দাখিলের শেষ তারিখ, সময় ও স্থান ২২-০৩-২০১৮খ্রিঃ বিকাল ০২:০০টা পর্যন্ত। স্থানঃ এফএ অ্যান্ড এমআইএস উইং, বাংলাদেশ পরিসংখ্যান ব্যুরো, পরিসংখ্যান ভবন (৮ম তলা, ব্লক-এ), ই-২৭/এ, আগারগাঁও, ঢাকা-১২০৭। (767, 1445, 1507, 1489)
list-item: (১০) আউটসোর্সিং পদ্ধতিতে নিয়োজিত কোনো জনবলের অসদাচরণ বা অবহেলার কারণে কোন প্রকার ক্ষতি হলে জনবল সরবরাহকারী প্রতিষ্ঠানকে তার দায়ভার গ্রহণ করতে হবে। (805, 1896, 1486, 1919)
